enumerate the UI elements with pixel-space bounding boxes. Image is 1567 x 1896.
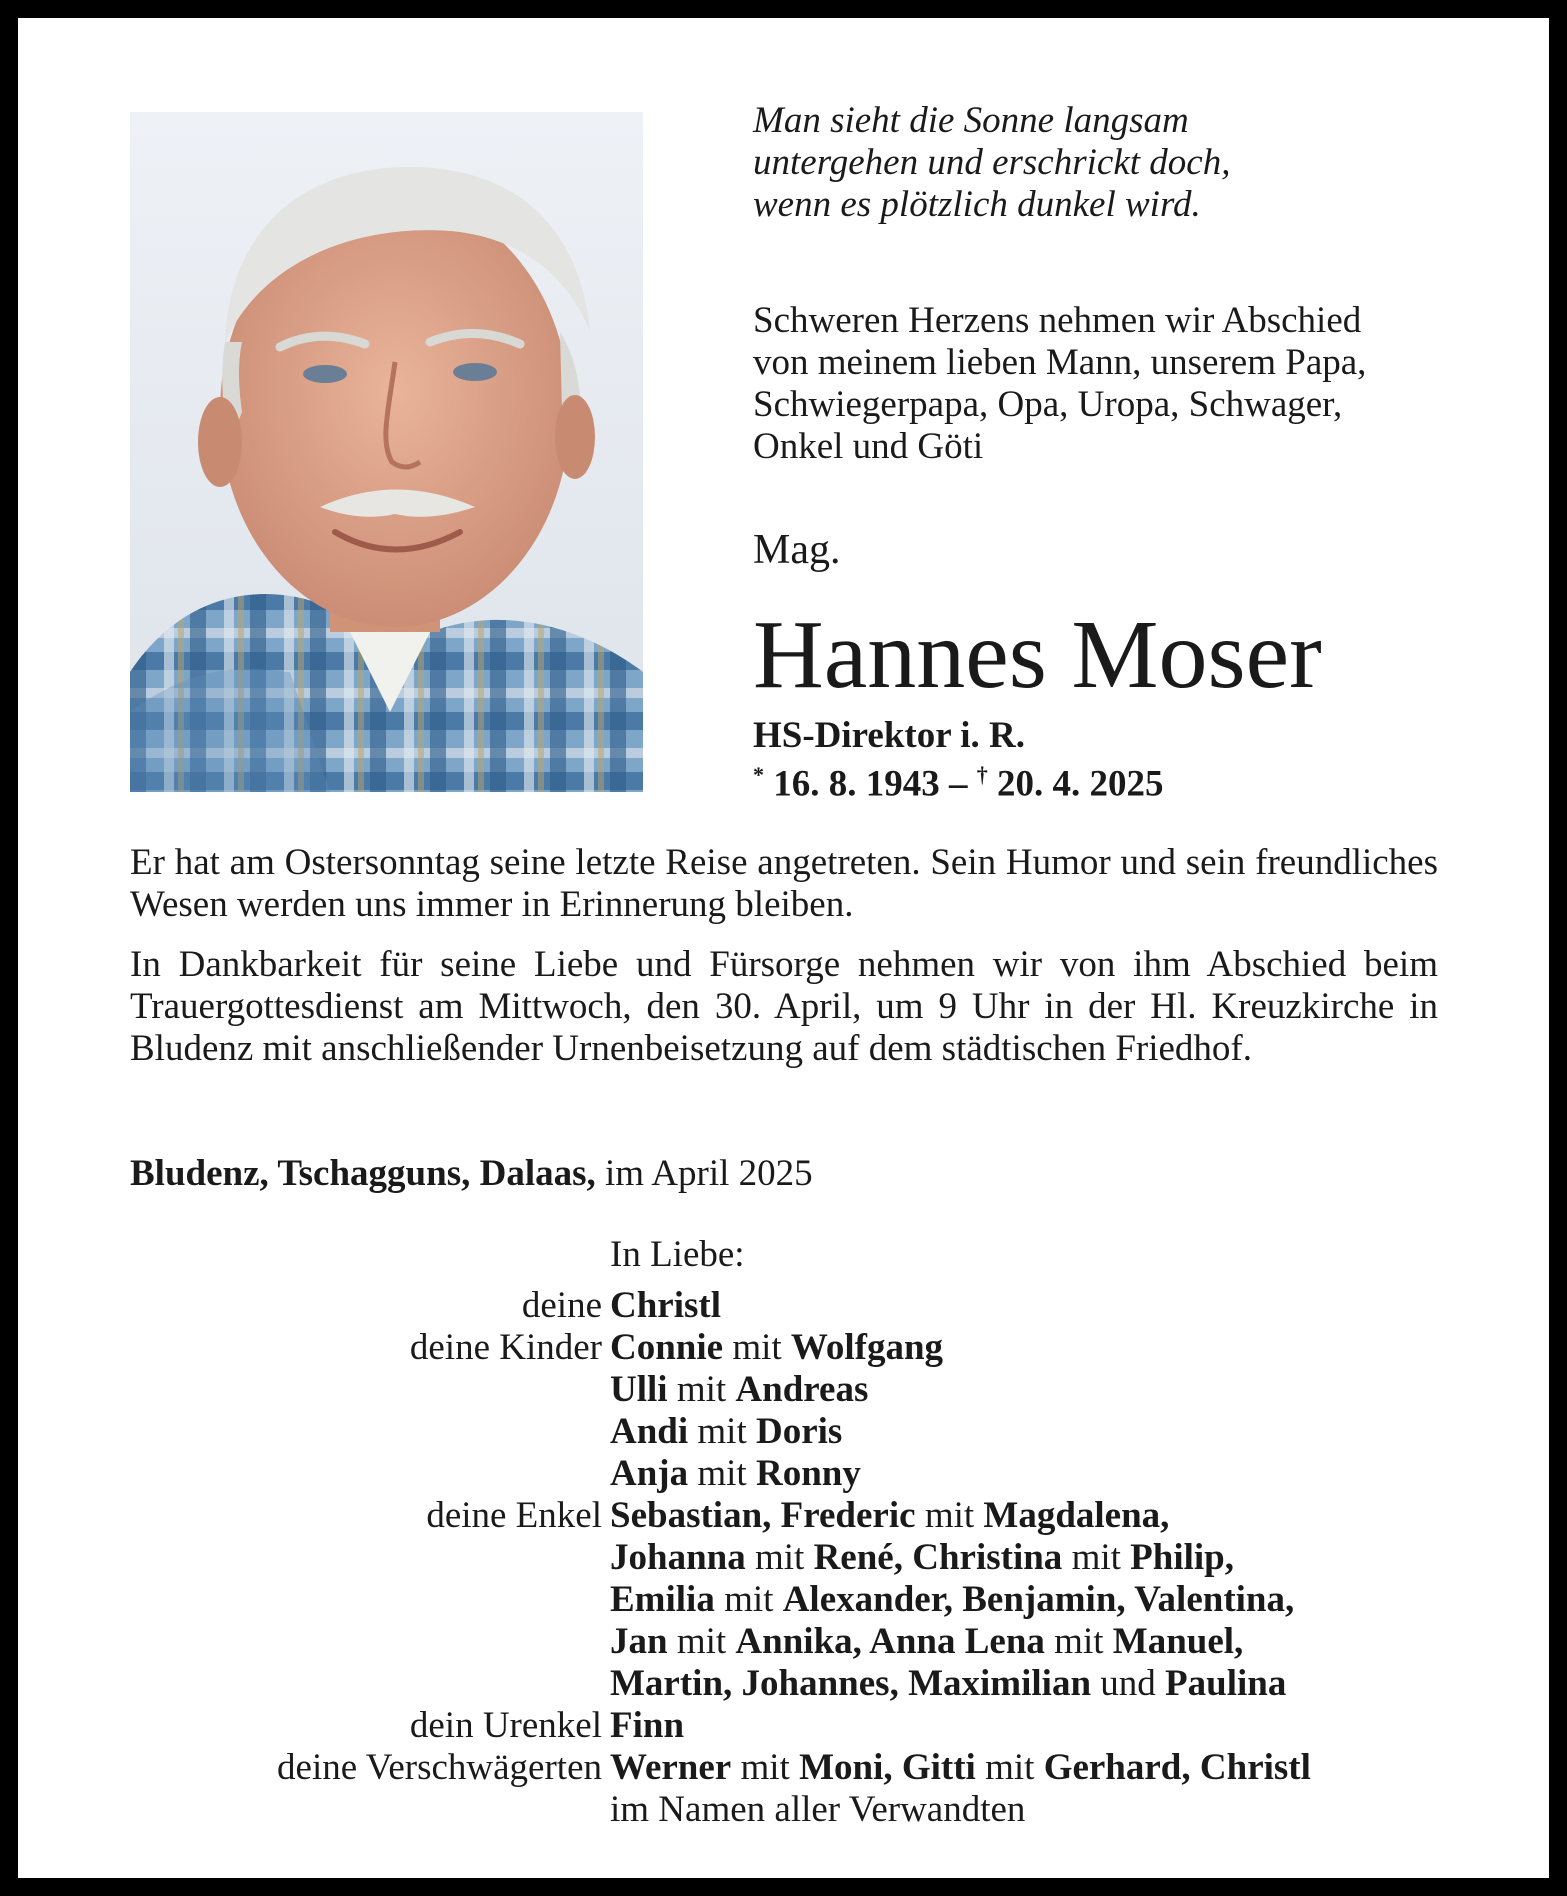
relation-label: [130, 1537, 610, 1579]
relation-label: deine Kinder: [409, 1327, 602, 1368]
relative-names: [610, 1789, 1025, 1831]
relative-name: Alexander, Benjamin, Valentina,: [782, 1579, 1295, 1620]
intro-line: Onkel und Göti: [753, 426, 984, 467]
family-row: [130, 1663, 1460, 1705]
family-row: [130, 1369, 1460, 1411]
family-row: [130, 1747, 1460, 1789]
relative-name: Annika, Anna Lena: [735, 1621, 1045, 1662]
connector-text: im Namen aller Verwandten: [610, 1789, 1026, 1830]
family-row: [130, 1411, 1460, 1453]
connector-text: mit: [745, 1537, 814, 1578]
relative-names: [610, 1285, 721, 1327]
relative-name: Martin, Johannes, Maximilian: [610, 1663, 1092, 1704]
connector-text: mit: [667, 1621, 736, 1662]
relative-name: Sebastian, Frederic: [610, 1495, 916, 1536]
date-dash: –: [939, 763, 977, 805]
death-symbol: †: [976, 762, 988, 787]
relative-names: [610, 1369, 868, 1411]
family-row: [130, 1621, 1460, 1663]
relative-name: Ulli: [610, 1369, 668, 1410]
relative-name: Connie: [610, 1327, 724, 1368]
paragraph-funeral: In Dankbarkeit für seine Liebe und Fürsorge nehmen wir von ihm Abschied beim Trauergottesdienst am Mittwoch, den 30. April, um 9 Uhr in der Hl. Kreuzkirche in Bludenz mit anschließender Urnenbeisetzung auf dem städtischen Friedhof.: [130, 944, 1438, 1069]
relative-name: Moni, Gitti: [799, 1747, 976, 1788]
birth-symbol: *: [753, 762, 764, 787]
intro-line: von meinem lieben Mann, unserem Papa,: [753, 342, 1367, 383]
relative-name: Johanna: [610, 1537, 746, 1578]
relation-label: [130, 1663, 610, 1705]
relative-names: [610, 1621, 1243, 1663]
quote-line: wenn es plötzlich dunkel wird.: [753, 184, 1201, 225]
quote-line: Man sieht die Sonne langsam: [753, 100, 1189, 141]
relation-label: [130, 1621, 610, 1663]
connector-text: mit: [1062, 1537, 1131, 1578]
place-date: [130, 1152, 813, 1195]
relative-name: Manuel,: [1112, 1621, 1244, 1662]
relative-name: Emilia: [610, 1579, 715, 1620]
relation-label: deine: [521, 1285, 602, 1326]
relative-name: Finn: [610, 1705, 685, 1746]
connector-text: mit: [688, 1411, 756, 1452]
connector-text: mit: [731, 1747, 800, 1788]
relative-names: [610, 1495, 1169, 1537]
relative-names: [610, 1747, 1311, 1789]
family-list: [130, 1285, 1460, 1831]
life-dates: [753, 762, 1164, 805]
relation-label: [130, 1453, 610, 1495]
relative-name: Gerhard, Christl: [1043, 1747, 1311, 1788]
relative-names: [610, 1453, 861, 1495]
relative-name: Doris: [756, 1411, 843, 1452]
relation-label: deine Enkel: [426, 1495, 602, 1536]
relative-name: Jan: [610, 1621, 668, 1662]
profession: HS-Direktor i. R.: [753, 715, 1026, 756]
family-row: [130, 1579, 1460, 1621]
family-row: [130, 1453, 1460, 1495]
relative-name: Ronny: [755, 1453, 861, 1494]
relation-label: [130, 1579, 610, 1621]
relative-name: Paulina: [1165, 1663, 1287, 1704]
relative-name: Andreas: [735, 1369, 869, 1410]
relation-label: [130, 1789, 610, 1831]
connector-text: mit: [915, 1495, 984, 1536]
relative-name: Andi: [610, 1411, 689, 1452]
relative-name: Philip,: [1130, 1537, 1235, 1578]
connector-text: mit: [667, 1369, 736, 1410]
intro-line: Schweren Herzens nehmen wir Abschied: [753, 300, 1362, 341]
family-row: [130, 1285, 1460, 1327]
relative-name: Anja: [610, 1453, 689, 1494]
relative-names: [610, 1663, 1286, 1705]
deceased-name: Hannes Moser: [753, 601, 1322, 709]
connector-text: und: [1091, 1663, 1166, 1704]
family-row: [130, 1495, 1460, 1537]
farewell-intro: [753, 300, 1453, 468]
family-row: [130, 1705, 1460, 1747]
relation-label: deine Verschwägerten: [277, 1747, 602, 1788]
connector-text: mit: [975, 1747, 1044, 1788]
paragraph-humor: Er hat am Ostersonntag seine letzte Reise angetreten. Sein Humor und sein freundliches Wesen werden uns immer in Erinnerung bleiben.: [130, 842, 1438, 925]
relative-names: [610, 1411, 842, 1453]
birth-date: 16. 8. 1943: [773, 763, 940, 805]
relative-name: Wolfgang: [790, 1327, 944, 1368]
family-row: [130, 1789, 1460, 1831]
connector-text: mit: [723, 1327, 791, 1368]
relative-names: [610, 1327, 943, 1369]
portrait-photo: [130, 112, 643, 792]
relative-name: Magdalena,: [983, 1495, 1170, 1536]
relative-names: [610, 1579, 1294, 1621]
death-date: 20. 4. 2025: [997, 763, 1164, 805]
connector-text: mit: [1044, 1621, 1113, 1662]
memorial-quote: [753, 100, 1473, 226]
connector-text: mit: [714, 1579, 783, 1620]
relation-label: dein Urenkel: [409, 1705, 602, 1746]
quote-line: untergehen und erschrickt doch,: [753, 142, 1231, 183]
notice-date: im April 2025: [595, 1153, 813, 1194]
academic-title: Mag.: [753, 527, 841, 573]
relation-label: [130, 1411, 610, 1453]
family-row: [130, 1537, 1460, 1579]
intro-line: Schwiegerpapa, Opa, Uropa, Schwager,: [753, 384, 1343, 425]
relative-name: Christl: [610, 1285, 721, 1326]
in-liebe-label: In Liebe:: [610, 1234, 745, 1275]
connector-text: mit: [688, 1453, 756, 1494]
family-row: [130, 1327, 1460, 1369]
relative-names: [610, 1705, 684, 1747]
places: Bludenz, Tschagguns, Dalaas,: [130, 1153, 596, 1194]
relative-name: René, Christina: [813, 1537, 1063, 1578]
relative-name: Werner: [610, 1747, 732, 1788]
relative-names: [610, 1537, 1234, 1579]
relation-label: [130, 1369, 610, 1411]
